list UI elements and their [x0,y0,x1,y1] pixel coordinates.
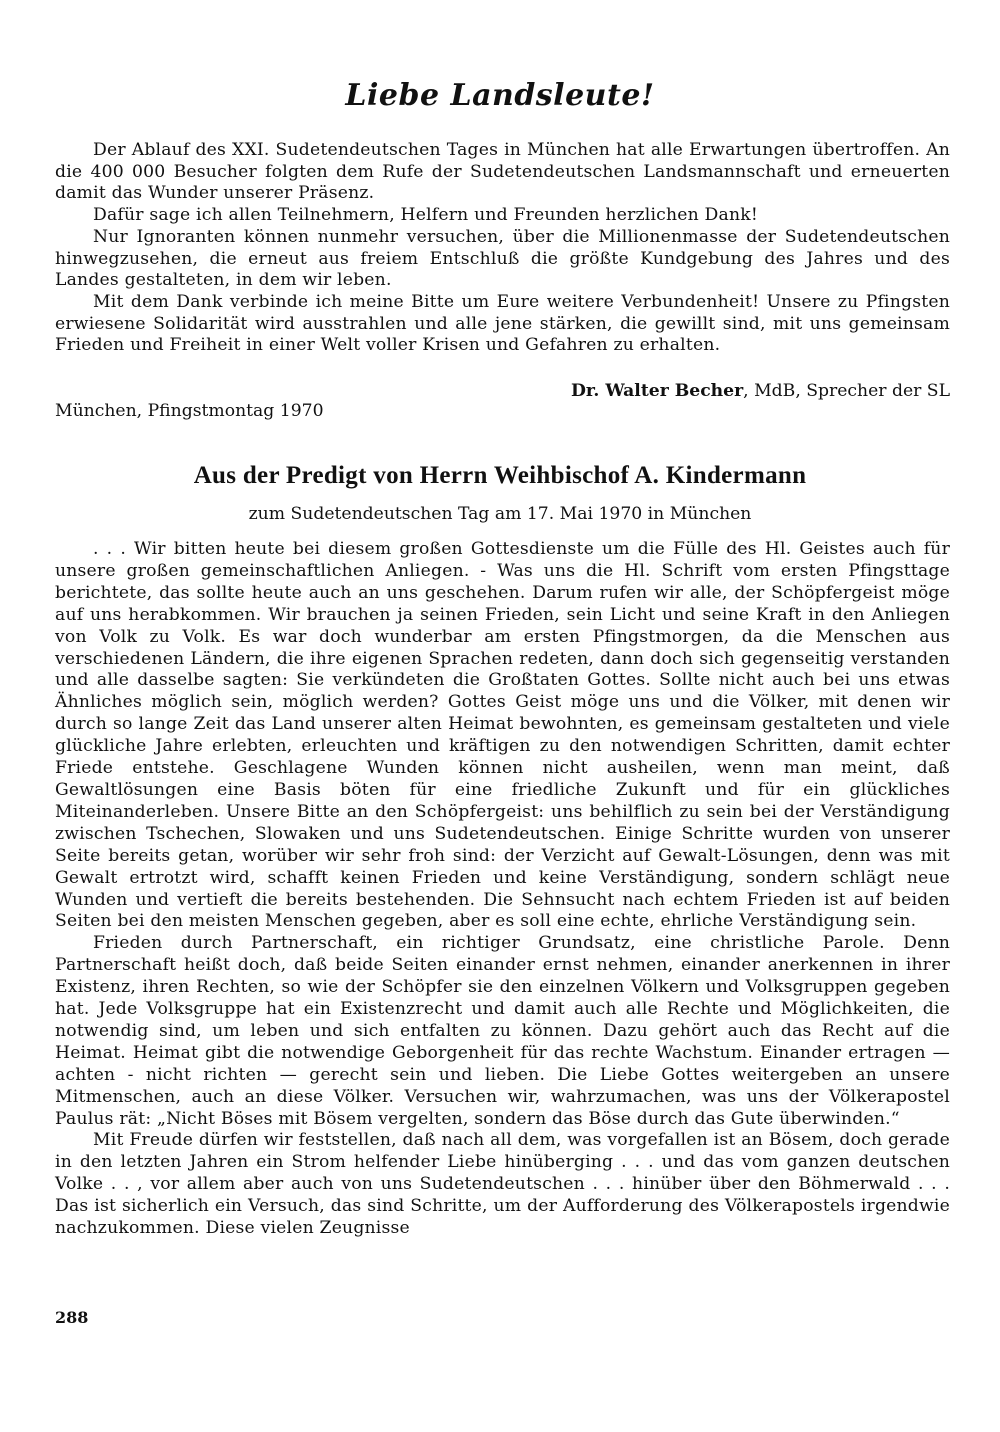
place-date: München, Pfingstmontag 1970 [55,401,324,421]
sermon-paragraph: . . . Wir bitten heute bei diesem großen Gottesdienste um die Fülle des Hl. Geistes auch für unsere großen gemeinschaftlichen Anliegen. - Was uns die Hl. Schrift vom ersten Pfingsttage berichtete, das sollte heute auch an uns geschehen. Darum rufen wir alle, der Schöpfergeist möge auf uns herabkommen. Wir brauchen ja seinen Frieden, sein Licht und seine Kraft in den Anliegen von Volk zu Volk. Es war doch wunderbar am ersten Pfingstmorgen, da die Menschen aus verschiedenen Ländern, die ihre eigenen Sprachen redeten, dann doch sich gegenseitig verstanden und alle dasselbe sagten: Sie verkündeten die Großtaten Gottes. Sollte nicht auch bei uns etwas Ähnliches möglich sein, möglich werden? Gottes Geist möge uns und die Völker, mit denen wir durch so lange Zeit das Land unserer alten Heimat bewohnten, es gemeinsam gestalteten und viele glückliche Jahre erlebten, erleuchten und kräftigen zu den notwendigen Schritten, damit echter Friede entstehe. Geschlagene Wunden können nicht ausheilen, wenn man meint, daß Gewaltlösungen eine Basis böten für eine friedliche Zukunft und für ein glückliches Miteinanderleben. Unsere Bitte an den Schöpfergeist: uns behilflich zu sein bei der Verständigung zwischen Tschechen, Slowaken und uns Sudetendeutschen. Einige Schritte wurden von unserer Seite bereits getan, worüber wir sehr froh sind: der Verzicht auf Gewalt-Lösungen, denn was mit Gewalt ertrotzt wird, schafft keinen Frieden und keine Verständigung, sondern schlägt neue Wunden und vertieft die bereits bestehenden. Die Sehnsucht nach echtem Frieden ist auf beiden Seiten bei den meisten Menschen gegeben, aber es soll eine echte, ehrliche Verständigung sein. [55,539,950,932]
letter-paragraph: Der Ablauf des XXI. Sudetendeutschen Tages in München hat alle Erwartungen übertroffen. An die 400 000 Besucher folgten dem Rufe der Sudetendeutschen Landsmannschaft und erneuerten damit das Wunder unserer Präsenz. [55,140,950,204]
letter-paragraph: Dafür sage ich allen Teilnehmern, Helfern und Freunden herzlichen Dank! [93,205,758,226]
signature-title: , MdB, Sprecher der SL [743,381,950,401]
letter-signature [571,381,950,401]
letter-body [55,140,950,357]
sermon-paragraph: Mit Freude dürfen wir feststellen, daß nach all dem, was vorgefallen ist an Bösem, doch gerade in den letzten Jahren ein Strom helfender Liebe hinüberging . . . und das vom ganzen deutschen Volke . . , vor allem aber auch von uns Sudetendeutschen . . . hinüber über den Böhmerwald . . . Das ist sicherlich ein Versuch, das sind Schritte, um der Aufforderung des Völkerapostels irgendwie nachzukommen. Diese vielen Zeugnisse [55,1130,950,1239]
page-number: 288 [55,1308,89,1327]
letter-title: Liebe Landsleute! [345,78,655,113]
sermon-subtitle: zum Sudetendeutschen Tag am 17. Mai 1970 in München [248,504,752,524]
sermon-paragraph: Frieden durch Partnerschaft, ein richtiger Grundsatz, eine christliche Parole. Denn Partnerschaft heißt doch, daß beide Seiten einander ernst nehmen, einander anerkennen in ihrer Existenz, ihren Rechten, so wie der Schöpfer sie den einzelnen Völkern und Volksgruppen gegeben hat. Jede Volksgruppe hat ein Existenzrecht und damit auch alle Rechte und Möglichkeiten, die notwendig sind, um leben und sich entfalten zu können. Dazu gehört auch das Recht auf die Heimat. Heimat gibt die notwendige Geborgenheit für das rechte Wachstum. Einander ertragen — achten - nicht richten — gerecht sein und lieben. Die Liebe Gottes weitergeben an unsere Mitmenschen, auch an diese Völker. Versuchen wir, wahrzumachen, was uns der Völkerapostel Paulus rät: „Nicht Böses mit Bösem vergelten, sondern das Böse durch das Gute überwinden.“ [55,933,950,1129]
sermon-body [55,539,950,1240]
letter-paragraph: Mit dem Dank verbinde ich meine Bitte um Eure weitere Verbundenheit! Unsere zu Pfingsten erwiesene Solidarität wird ausstrahlen und alle jene stärken, die gewillt sind, mit uns gemeinsam Frieden und Freiheit in einer Welt voller Krisen und Gefahren zu erhalten. [55,291,950,356]
sermon-title: Aus der Predigt von Herrn Weihbischof A. Kindermann [193,462,807,489]
letter-paragraph: Nur Ignoranten können nunmehr versuchen, über die Millionenmasse der Sudetendeutschen hinwegzusehen, die erneut aus freiem Entschluß die größte Kundgebung des Jahres und des Landes gestalteten, in dem wir leben. [55,226,950,291]
signature-name: Dr. Walter Becher [571,381,744,401]
